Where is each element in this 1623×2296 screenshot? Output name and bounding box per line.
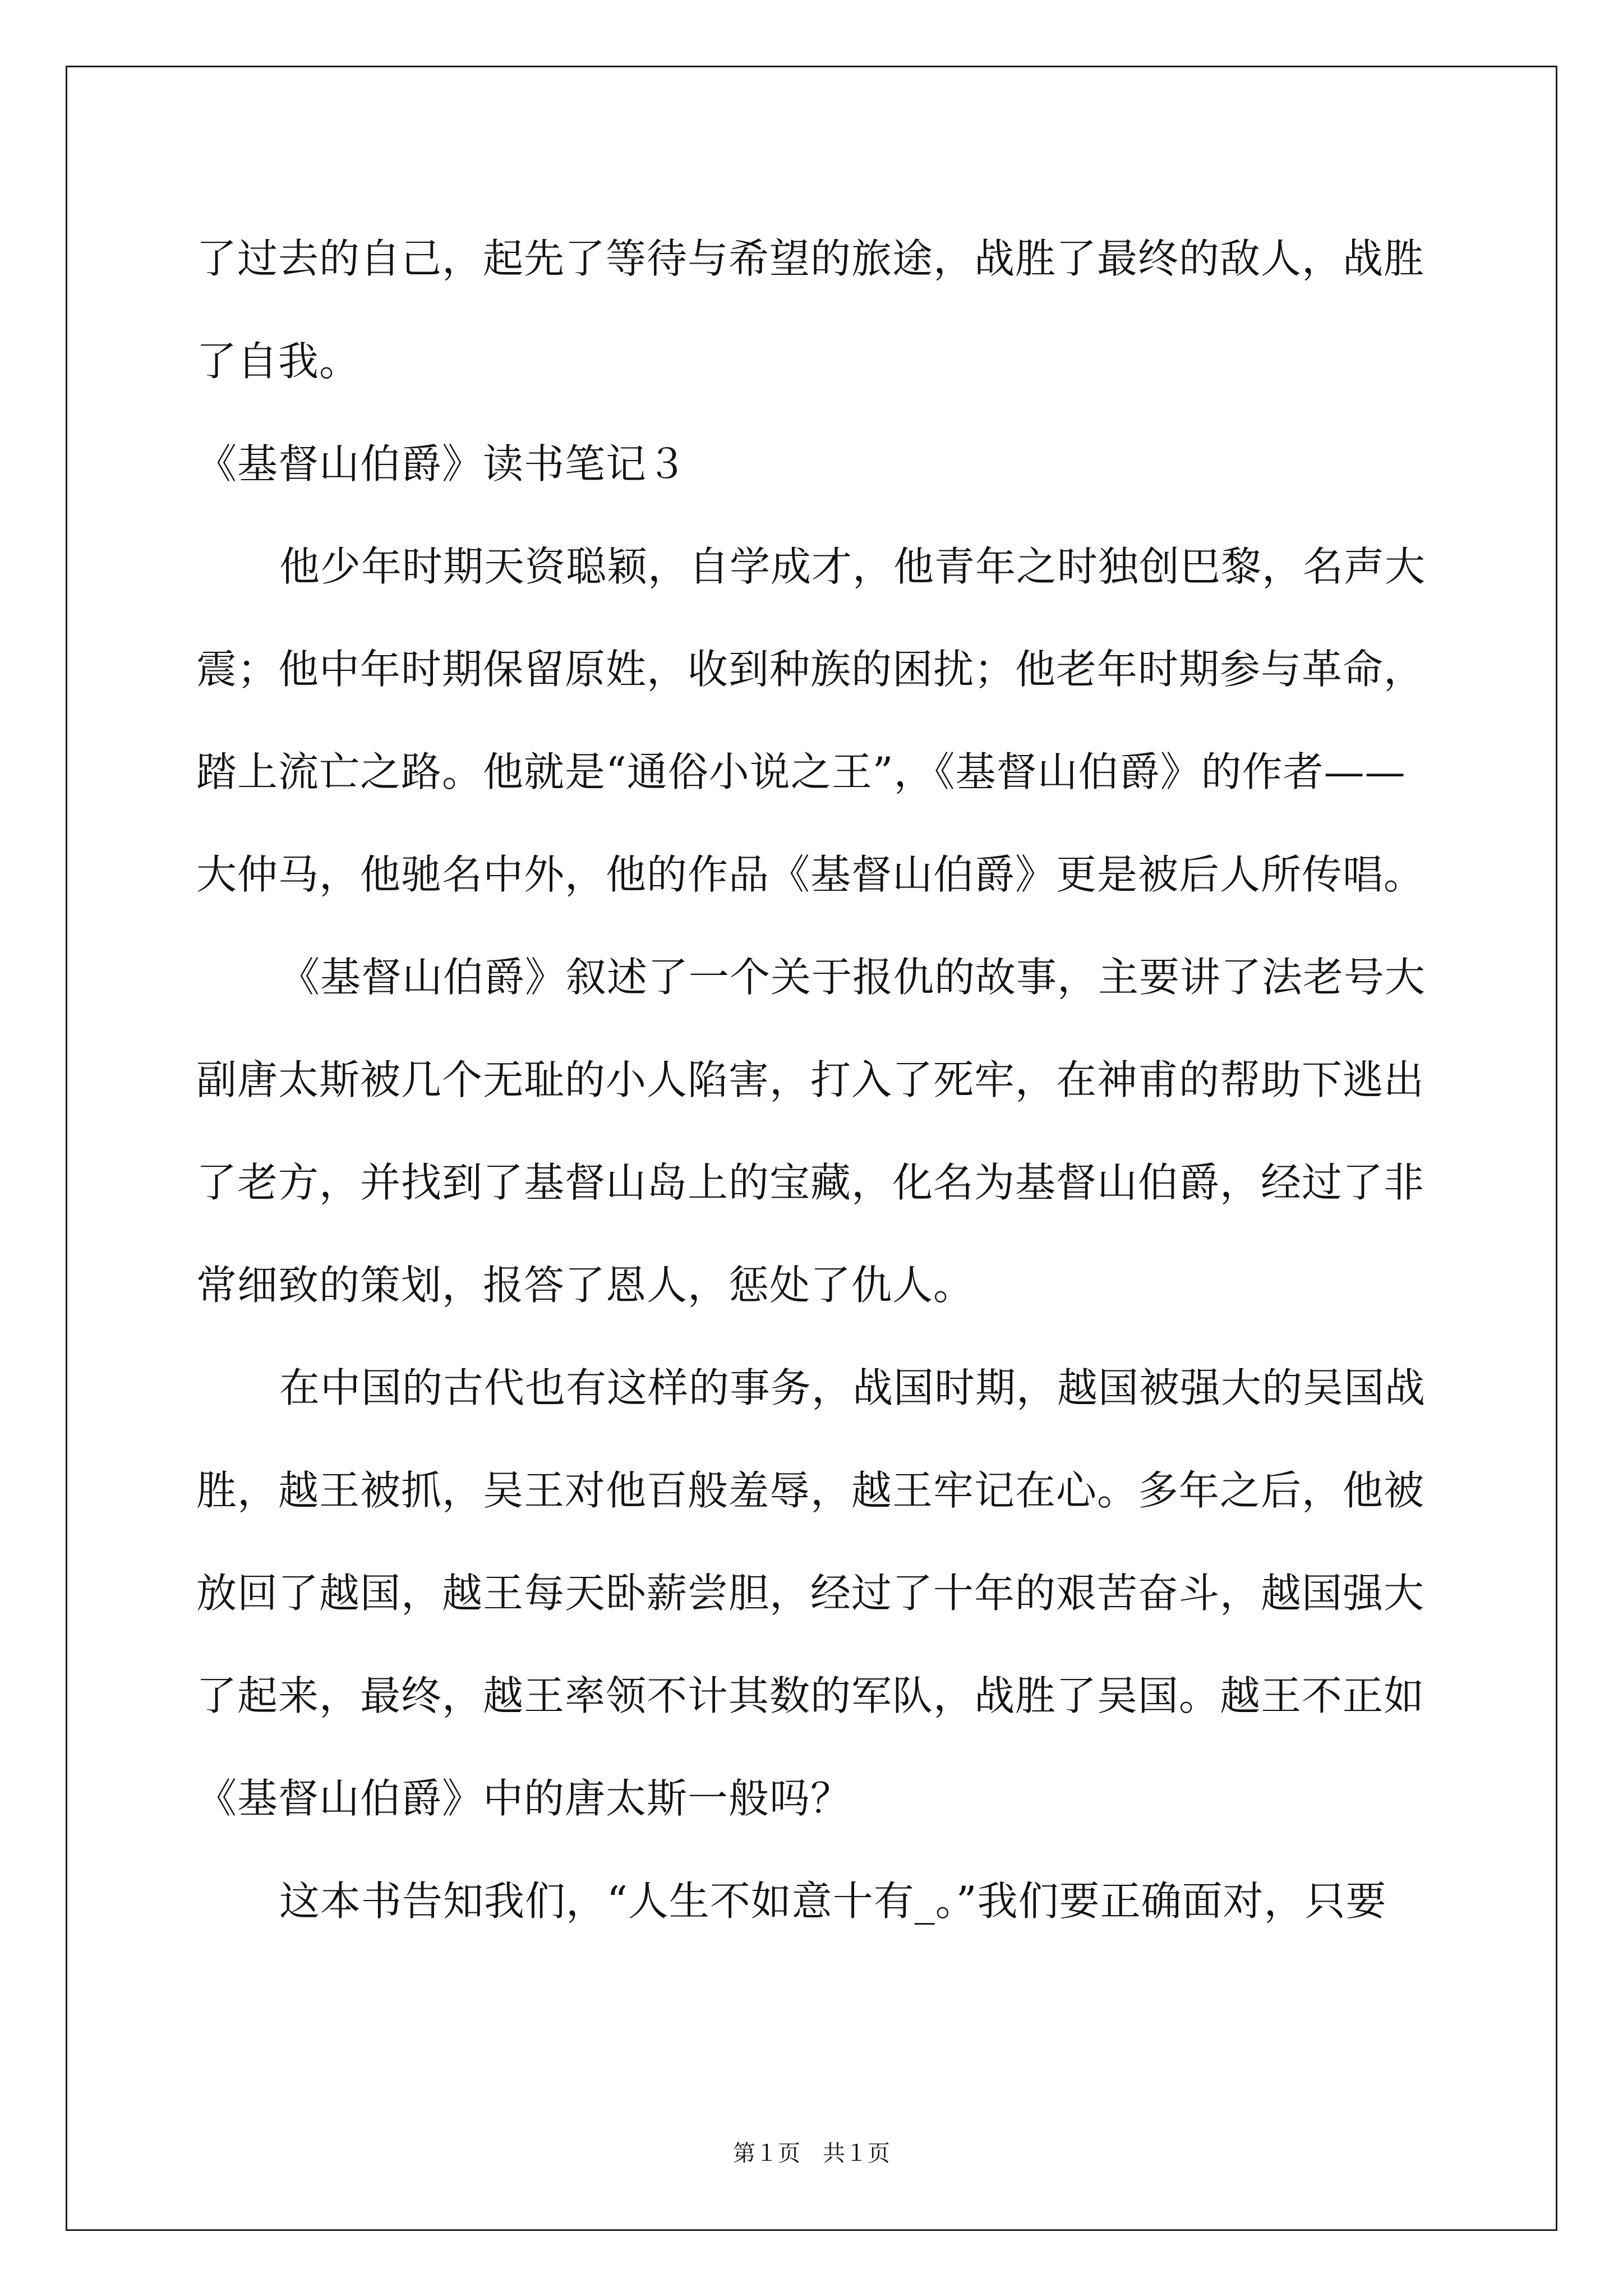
text-line: 了起来，最终，越王率领不计其数的军队，战胜了吴国。越王不正如 — [196, 1672, 1425, 1719]
text-line: 了自我。 — [196, 338, 361, 385]
text-line: 了老方，并找到了基督山岛上的宝藏，化名为基督山伯爵，经过了非 — [196, 1159, 1425, 1206]
text-line: 《基督山伯爵》叙述了一个关于报仇的故事，主要讲了法老号大 — [279, 954, 1426, 1001]
page-number-footer: 第１页 共１页 — [733, 2141, 890, 2166]
section-heading: 《基督山伯爵》读书笔记３ — [196, 440, 688, 487]
text-line: 踏上流亡之路。他就是“通俗小说之王”，《基督山伯爵》的作者—— — [196, 748, 1406, 795]
text-line: 在中国的古代也有这样的事务，战国时期，越国被强大的吴国战 — [279, 1364, 1426, 1411]
text-line: 他少年时期天资聪颖，自学成才，他青年之时独创巴黎，名声大 — [279, 543, 1426, 590]
text-line: 这本书告知我们，“人生不如意十有_。”我们要正确面对，只要 — [279, 1878, 1387, 1925]
text-line: 了过去的自己，起先了等待与希望的旅途，战胜了最终的敌人，战胜 — [196, 235, 1425, 282]
text-line: 副唐太斯被几个无耻的小人陷害，打入了死牢，在神甫的帮助下逃出 — [196, 1056, 1425, 1103]
text-line: 震；他中年时期保留原姓，收到种族的困扰；他老年时期参与革命， — [196, 646, 1425, 693]
document-body — [196, 208, 1430, 1953]
text-line: 胜，越王被抓，吴王对他百般羞辱，越王牢记在心。多年之后，他被 — [196, 1467, 1425, 1514]
text-line: 《基督山伯爵》中的唐太斯一般吗？ — [196, 1775, 852, 1822]
text-line: 大仲马，他驰名中外，他的作品《基督山伯爵》更是被后人所传唱。 — [196, 851, 1425, 898]
text-line: 常细致的策划，报答了恩人，惩处了仇人。 — [196, 1262, 975, 1309]
text-line: 放回了越国，越王每天卧薪尝胆，经过了十年的艰苦奋斗，越国强大 — [196, 1570, 1425, 1617]
